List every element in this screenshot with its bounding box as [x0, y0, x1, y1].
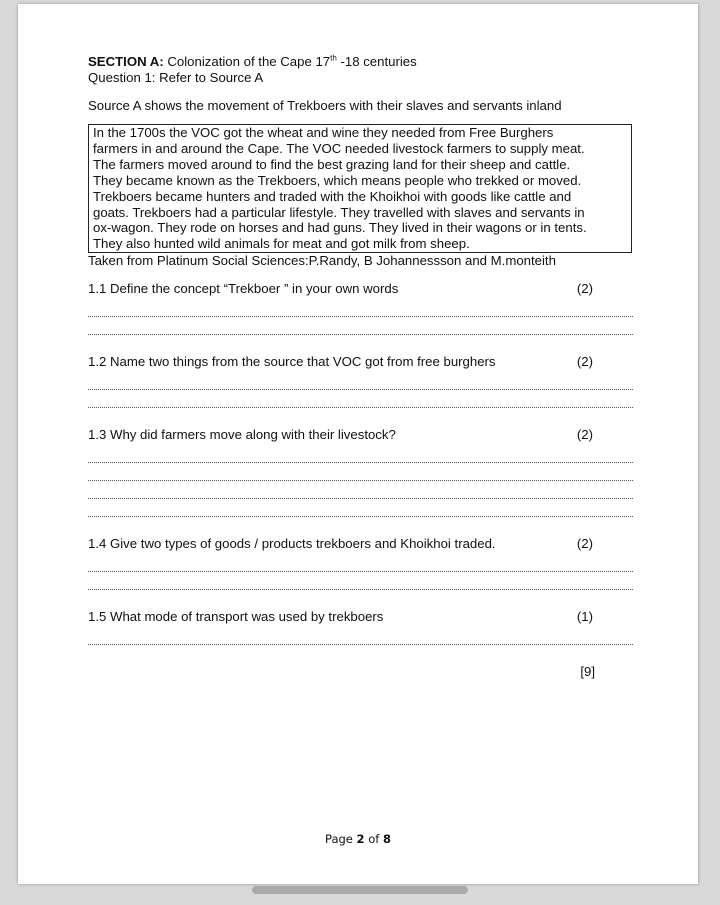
question-marks: (1) [576, 609, 593, 625]
answer-line[interactable] [88, 445, 633, 463]
question-1-3 [88, 427, 633, 517]
question-1-5 [88, 609, 633, 645]
source-line: The farmers moved around to find the best grazing land for their sheep and cattle. [93, 156, 571, 172]
answer-line[interactable] [88, 317, 633, 335]
question-marks: (2) [576, 427, 593, 443]
horizontal-scrollbar[interactable] [252, 886, 468, 894]
source-line: farmers in and around the Cape. The VOC needed livestock farmers to supply meat. [93, 140, 585, 156]
question-marks: (2) [576, 536, 593, 552]
answer-line[interactable] [88, 299, 633, 317]
source-intro: Source A shows the movement of Trekboers with their slaves and servants inland [88, 98, 562, 113]
document-page [18, 4, 698, 884]
answer-line[interactable] [88, 554, 633, 572]
source-line: In the 1700s the VOC got the wheat and wine they needed from Free Burghers [93, 125, 554, 140]
answer-line[interactable] [88, 627, 633, 645]
question-text: 1.1 Define the concept “Trekboer ” in your own words [88, 281, 399, 297]
question-reference: Question 1: Refer to Source A [88, 70, 264, 85]
source-line: They became known as the Trekboers, which means people who trekked or moved. [93, 172, 582, 188]
source-line: ox-wagon. They rode on horses and had guns. They lived in their wagons or in tents. [93, 220, 587, 236]
question-text: 1.5 What mode of transport was used by trekboers [88, 609, 384, 625]
page-footer [18, 832, 698, 846]
page-content [88, 54, 633, 693]
footer-page-number: 2 [356, 832, 365, 846]
answer-line[interactable] [88, 463, 633, 481]
question-text: 1.3 Why did farmers move along with their livestock? [88, 427, 396, 443]
section-title-pre: Colonization of the Cape 17 [163, 54, 331, 69]
question-marks: (2) [576, 281, 593, 297]
footer-page-total: 8 [382, 832, 391, 846]
footer-page-word: Page [325, 832, 357, 846]
question-1-4 [88, 536, 633, 590]
source-citation: Taken from Platinum Social Sciences:P.Randy, B Johannessson and M.monteith [88, 253, 556, 269]
source-a-box [88, 124, 632, 253]
source-line: goats. Trekboers had a particular lifestyle. They travelled with slaves and servants in [93, 204, 585, 220]
section-title-post: -18 centuries [336, 54, 417, 69]
source-line: They also hunted wild animals for meat and got milk from sheep. [93, 236, 470, 252]
total-marks: [9] [580, 664, 595, 680]
answer-line[interactable] [88, 481, 633, 499]
section-label: SECTION A: [88, 54, 164, 69]
answer-line[interactable] [88, 390, 633, 408]
answer-line[interactable] [88, 372, 633, 390]
question-1-2 [88, 354, 633, 408]
section-title [88, 54, 633, 70]
question-text: 1.4 Give two types of goods / products trekboers and Khoikhoi traded. [88, 536, 496, 552]
question-marks: (2) [576, 354, 593, 370]
answer-line[interactable] [88, 572, 633, 590]
question-text: 1.2 Name two things from the source that VOC got from free burghers [88, 354, 496, 370]
question-1-1 [88, 281, 633, 335]
footer-of-word: of [364, 832, 383, 846]
answer-line[interactable] [88, 499, 633, 517]
source-line: Trekboers became hunters and traded with the Khoikhoi with goods like cattle and [93, 188, 572, 204]
section-title-sup: th [330, 53, 337, 63]
